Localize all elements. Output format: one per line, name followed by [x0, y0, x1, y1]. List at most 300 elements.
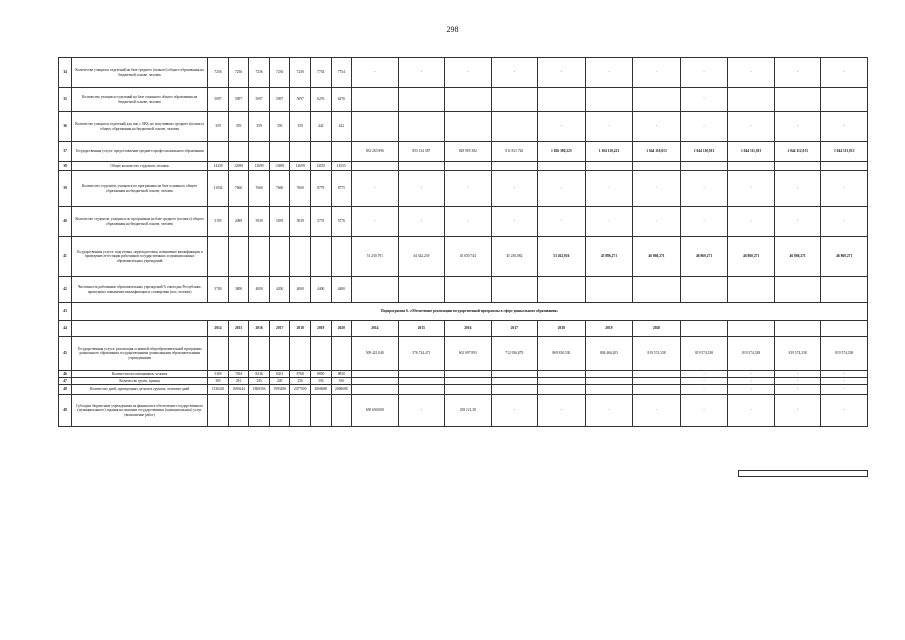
indicator-cell: 7660 — [269, 171, 290, 207]
row-description: Количество студентов, учащихся по программам на базе основного общего образования на бюджетной основе, человек — [71, 171, 207, 207]
money-cell: 46 860,271 — [821, 237, 868, 277]
row-number: 41 — [59, 237, 72, 277]
year-header: 2014 — [352, 321, 399, 337]
money-cell — [585, 162, 633, 171]
money-cell — [352, 112, 399, 142]
money-cell: - — [491, 58, 538, 88]
indicator-cell: 2089 — [228, 207, 249, 237]
money-cell — [585, 88, 633, 112]
indicator-cell — [290, 337, 311, 371]
money-cell — [491, 162, 538, 171]
row-number: 36 — [59, 112, 72, 142]
indicator-cell: 5039 — [269, 207, 290, 237]
money-cell: - — [728, 378, 775, 385]
money-cell — [491, 385, 538, 395]
indicator-cell: 359 — [290, 112, 311, 142]
row-description: Численность работников образовательных учреждений % ежегодно Республики, прошедших повышение квалификации и стажировки (кол. человек) — [71, 277, 207, 303]
indicator-cell: 3800 — [228, 277, 249, 303]
money-cell: 46 860,271 — [728, 237, 775, 277]
money-cell: 1 044 111,013 — [728, 142, 775, 162]
money-cell — [398, 88, 445, 112]
money-cell: 833 263 896 — [352, 142, 399, 162]
indicator-cell — [228, 395, 249, 427]
money-cell: - — [728, 207, 775, 237]
indicator-cell: 8768 — [290, 371, 311, 378]
indicator-cell: 13699 — [269, 162, 290, 171]
money-cell — [680, 162, 728, 171]
money-cell: 46 860,271 — [680, 237, 728, 277]
money-cell: - — [585, 171, 633, 207]
money-cell: - — [538, 171, 586, 207]
money-cell: - — [680, 171, 728, 207]
money-cell: - — [538, 207, 586, 237]
indicator-cell: 2068688 — [331, 385, 352, 395]
money-cell: 45 886,271 — [585, 237, 633, 277]
section-row — [59, 303, 868, 321]
indicator-cell — [290, 142, 311, 162]
money-cell — [491, 371, 538, 378]
row-number: 47 — [59, 378, 72, 385]
year-header: 2016 — [445, 321, 492, 337]
indicator-cell: 4400 — [331, 277, 352, 303]
indicator-cell: 1868356 — [249, 385, 270, 395]
money-cell — [728, 88, 775, 112]
money-cell: - — [398, 58, 445, 88]
indicator-cell: 4200 — [269, 277, 290, 303]
money-cell: 509 421,040 — [352, 337, 399, 371]
indicator-cell: 7754 — [310, 58, 331, 88]
money-cell — [633, 162, 681, 171]
indicator-cell: 5195 — [208, 207, 229, 237]
money-cell: - — [680, 207, 728, 237]
money-cell: 829 905 382 — [445, 142, 492, 162]
section-title: Подпрограмма 6. «Обеспечение реализации государственной программы в сфере дошкольного образования» — [71, 303, 867, 321]
money-cell — [398, 162, 445, 171]
indicator-cell: 7236 — [228, 58, 249, 88]
year-header: 2017 — [269, 321, 290, 337]
money-cell: - — [585, 58, 633, 88]
money-cell: 869 830,530 — [538, 337, 586, 371]
money-cell: - — [728, 112, 775, 142]
money-cell — [585, 378, 633, 385]
money-cell: - — [538, 58, 586, 88]
year-header: 2015 — [228, 321, 249, 337]
indicator-cell: 359 — [269, 112, 290, 142]
money-cell: - — [680, 378, 728, 385]
row-description: Государственная услуга: подготовка, переподготовка, повышение квалификации и проведение аттестации работников государственных и муниципальных образовательных учреждений — [71, 237, 207, 277]
money-cell: - — [633, 112, 681, 142]
year-header: 2015 — [398, 321, 445, 337]
money-cell: 1 026 380,225 — [538, 142, 586, 162]
money-cell — [774, 162, 821, 171]
money-cell — [585, 371, 633, 378]
money-cell: 819 574,338 — [728, 337, 775, 371]
money-cell — [398, 112, 445, 142]
money-cell: - — [585, 112, 633, 142]
indicator-cell: 281 — [228, 378, 249, 385]
money-cell: - — [821, 171, 868, 207]
year-header: 2020 — [331, 321, 352, 337]
indicator-cell — [208, 237, 229, 277]
money-cell: - — [821, 395, 868, 427]
money-cell: 44 342,239 — [398, 237, 445, 277]
table-row — [59, 207, 868, 237]
row-description: Количество групп, единиц — [71, 378, 207, 385]
money-cell — [538, 385, 586, 395]
money-cell: - — [821, 58, 868, 88]
indicator-cell: 13699 — [249, 162, 270, 171]
money-cell — [445, 162, 492, 171]
indicator-cell: 4000 — [249, 277, 270, 303]
money-cell: - — [491, 207, 538, 237]
indicator-cell: 8779 — [310, 171, 331, 207]
money-cell: 819 574,338 — [821, 337, 868, 371]
indicator-cell: 7236 — [269, 58, 290, 88]
row-description — [71, 321, 207, 337]
page-number: 298 — [446, 25, 459, 34]
indicator-cell: 442 — [331, 112, 352, 142]
money-cell: - — [538, 395, 586, 427]
row-number: 44 — [59, 321, 72, 337]
row-description: Количество учащихся отделений на базе среднего (полного) общего образования на бюджетной основе, человек — [71, 58, 207, 88]
indicator-cell: 7256 — [208, 58, 229, 88]
money-cell: - — [774, 58, 821, 88]
money-cell — [821, 277, 868, 303]
indicator-cell: 8850 — [331, 371, 352, 378]
money-cell: - — [445, 171, 492, 207]
row-number: 38 — [59, 162, 72, 171]
money-cell: 1 044 110,013 — [633, 142, 681, 162]
money-cell — [445, 88, 492, 112]
indicator-cell — [310, 395, 331, 427]
indicator-cell: 14555 — [331, 162, 352, 171]
indicator-cell: 5097 — [249, 88, 270, 112]
indicator-cell — [208, 395, 229, 427]
money-cell — [585, 385, 633, 395]
money-cell — [728, 162, 775, 171]
money-cell: 1 044 110,013 — [680, 142, 728, 162]
indicator-cell: 4400 — [310, 277, 331, 303]
row-description: Количество дней, проведенных детьми в группах, человеко-дней — [71, 385, 207, 395]
money-cell: - — [821, 112, 868, 142]
indicator-cell — [249, 142, 270, 162]
money-cell: - — [680, 112, 728, 142]
indicator-cell — [228, 337, 249, 371]
money-cell: - — [728, 58, 775, 88]
table-row — [59, 337, 868, 371]
money-cell: 650 600,000 — [352, 395, 399, 427]
money-cell: - — [821, 207, 868, 237]
money-cell — [633, 385, 681, 395]
indicator-cell: 5776 — [331, 207, 352, 237]
indicator-cell: 359 — [228, 112, 249, 142]
money-cell — [491, 112, 538, 142]
money-cell: - — [774, 207, 821, 237]
indicator-cell — [269, 142, 290, 162]
money-cell — [445, 385, 492, 395]
indicator-cell: 12699 — [228, 162, 249, 171]
indicator-cell — [208, 337, 229, 371]
row-description: Государственная услуга: предоставление среднего профессионального образования — [71, 142, 207, 162]
money-cell: - — [728, 171, 775, 207]
indicator-cell: 7660 — [228, 171, 249, 207]
money-cell — [538, 88, 586, 112]
row-number: 43 — [59, 303, 72, 321]
money-cell: - — [728, 371, 775, 378]
indicator-cell: 1693644 — [228, 385, 249, 395]
indicator-cell — [310, 237, 331, 277]
indicator-cell: 5097 — [208, 88, 229, 112]
indicator-cell: 356 — [310, 378, 331, 385]
indicator-cell: 7236 — [290, 58, 311, 88]
indicator-cell — [331, 142, 352, 162]
money-cell: - — [774, 378, 821, 385]
indicator-cell — [269, 337, 290, 371]
money-cell: - — [585, 207, 633, 237]
indicator-cell: 5097 — [269, 88, 290, 112]
row-number: 34 — [59, 58, 72, 88]
row-description: Количество студентов, учащихся по программам на базе среднего (полного) общего образования на бюджетной основе, человек — [71, 207, 207, 237]
money-cell: - — [633, 58, 681, 88]
money-cell: - — [728, 395, 775, 427]
table-row — [59, 385, 868, 395]
money-cell: - — [398, 171, 445, 207]
row-description: Количество учащихся отделений для лиц с ОВЗ, не получивших среднего (полного) общего образования на бюджетной основе, человек — [71, 112, 207, 142]
money-cell: - — [445, 58, 492, 88]
money-cell: - — [491, 171, 538, 207]
year-header: 2019 — [310, 321, 331, 337]
indicator-cell: 356 — [331, 378, 352, 385]
money-cell — [352, 162, 399, 171]
money-cell: - — [585, 395, 633, 427]
indicator-cell: 8431 — [269, 371, 290, 378]
indicator-cell — [310, 142, 331, 162]
money-cell: - — [680, 88, 728, 112]
money-cell — [633, 378, 681, 385]
money-cell: 601 097 893 — [445, 337, 492, 371]
money-cell — [774, 277, 821, 303]
money-cell: 1 104 110,413 — [585, 142, 633, 162]
table-row — [59, 58, 868, 88]
indicator-cell — [290, 395, 311, 427]
table-row — [59, 237, 868, 277]
table-row — [59, 162, 868, 171]
indicator-cell: 14439 — [208, 162, 229, 171]
table-row — [59, 88, 868, 112]
indicator-cell — [249, 337, 270, 371]
money-cell — [538, 378, 586, 385]
indicator-cell: 4000 — [290, 277, 311, 303]
money-cell — [491, 88, 538, 112]
indicator-cell: 345 — [249, 378, 270, 385]
money-cell — [398, 371, 445, 378]
indicator-cell — [290, 237, 311, 277]
money-cell: - — [633, 395, 681, 427]
money-cell — [445, 112, 492, 142]
money-cell — [352, 378, 399, 385]
indicator-cell: 1336345 — [208, 385, 229, 395]
indicator-cell — [331, 237, 352, 277]
indicator-cell: 14555 — [310, 162, 331, 171]
footer-box — [738, 470, 868, 477]
indicator-cell — [331, 337, 352, 371]
indicator-cell: 5097 — [228, 88, 249, 112]
indicator-cell: 8775 — [331, 171, 352, 207]
money-cell: - — [774, 112, 821, 142]
indicator-cell: 5039 — [249, 207, 270, 237]
money-cell: - — [821, 378, 868, 385]
money-cell: - — [352, 58, 399, 88]
money-cell: 258 121,38 — [445, 395, 492, 427]
row-description: Субсидии бюджетным учреждениям на финансовое обеспечение государственного (муниципального) задания на оказание государственных (муниципальных) услуг (выполнение работ) — [71, 395, 207, 427]
money-cell: 576 734,471 — [398, 337, 445, 371]
money-cell: - — [352, 207, 399, 237]
money-cell — [680, 321, 728, 337]
money-cell: 1 044 113,013 — [821, 142, 868, 162]
money-cell: 1 044 112,013 — [774, 142, 821, 162]
indicator-cell — [310, 337, 331, 371]
row-description: Количество воспитанников, человек — [71, 371, 207, 378]
indicator-cell: 442 — [310, 112, 331, 142]
money-cell: - — [821, 385, 868, 395]
row-number: 42 — [59, 277, 72, 303]
table-body — [59, 58, 868, 427]
indicator-cell: 7660 — [290, 171, 311, 207]
money-cell: - — [491, 395, 538, 427]
money-cell — [680, 277, 728, 303]
row-number: 49 — [59, 395, 72, 427]
indicator-cell — [269, 395, 290, 427]
money-cell: 46 860,271 — [774, 237, 821, 277]
money-cell: 51 230,791 — [352, 237, 399, 277]
money-cell — [491, 378, 538, 385]
money-cell: - — [445, 207, 492, 237]
table-row — [59, 395, 868, 427]
money-cell — [538, 371, 586, 378]
row-number: 48 — [59, 385, 72, 395]
money-cell: 811 831 726 — [491, 142, 538, 162]
indicator-cell — [228, 237, 249, 277]
money-cell — [728, 277, 775, 303]
indicator-cell: 359 — [249, 112, 270, 142]
indicator-cell — [208, 142, 229, 162]
table-row — [59, 378, 868, 385]
money-cell — [821, 88, 868, 112]
money-cell — [774, 321, 821, 337]
money-cell: - — [821, 371, 868, 378]
money-cell — [633, 277, 681, 303]
indicator-cell: 5776 — [310, 207, 331, 237]
indicator-cell: 2068688 — [310, 385, 331, 395]
money-cell: 45 650 744 — [445, 237, 492, 277]
indicator-cell — [249, 237, 270, 277]
year-header: 2016 — [249, 321, 270, 337]
money-cell — [821, 321, 868, 337]
money-cell: - — [398, 207, 445, 237]
money-cell — [538, 162, 586, 171]
money-cell: - — [680, 58, 728, 88]
money-cell: 853 134 387 — [398, 142, 445, 162]
year-header: 2014 — [208, 321, 229, 337]
money-cell: 712 926,879 — [491, 337, 538, 371]
data-table — [58, 57, 868, 427]
indicator-cell: 359 — [208, 112, 229, 142]
year-header: 2020 — [633, 321, 681, 337]
indicator-cell: 8236 — [249, 371, 270, 378]
money-cell — [445, 277, 492, 303]
indicator-cell: 5039 — [290, 207, 311, 237]
year-header: 2017 — [491, 321, 538, 337]
indicator-cell: 6276 — [331, 88, 352, 112]
money-cell: - — [633, 171, 681, 207]
row-description: Общее количество студентов, человек — [71, 162, 207, 171]
indicator-cell — [249, 395, 270, 427]
indicator-cell: 8850 — [310, 371, 331, 378]
money-cell — [774, 88, 821, 112]
money-cell: 819 574,338 — [680, 337, 728, 371]
table-row — [59, 277, 868, 303]
money-cell — [821, 162, 868, 171]
indicator-cell: 7754 — [331, 58, 352, 88]
indicator-cell: 305 — [208, 378, 229, 385]
row-number: 35 — [59, 88, 72, 112]
indicator-cell — [228, 142, 249, 162]
money-cell — [445, 378, 492, 385]
money-cell — [398, 378, 445, 385]
money-cell — [352, 385, 399, 395]
money-cell: 53 262,016 — [538, 237, 586, 277]
indicator-cell: 7494 — [228, 371, 249, 378]
money-cell — [585, 277, 633, 303]
money-cell — [398, 277, 445, 303]
indicator-cell: 7660 — [249, 171, 270, 207]
indicator-cell: 1993496 — [269, 385, 290, 395]
indicator-cell: 5097 — [290, 88, 311, 112]
money-cell — [538, 277, 586, 303]
row-number: 45 — [59, 337, 72, 371]
year-header: 2018 — [538, 321, 586, 337]
row-number: 40 — [59, 207, 72, 237]
table-row — [59, 112, 868, 142]
money-cell: 819 574,338 — [633, 337, 681, 371]
table-row — [59, 142, 868, 162]
indicator-cell: 11034 — [208, 171, 229, 207]
money-cell: - — [680, 385, 728, 395]
money-cell: - — [774, 385, 821, 395]
table-row — [59, 371, 868, 378]
year-header-row — [59, 321, 868, 337]
table-row — [59, 171, 868, 207]
indicator-cell — [269, 237, 290, 277]
money-cell: 819 574,338 — [774, 337, 821, 371]
money-cell: - — [633, 207, 681, 237]
indicator-cell: 12699 — [290, 162, 311, 171]
money-cell — [352, 277, 399, 303]
indicator-cell: 2077000 — [290, 385, 311, 395]
indicator-cell: 6276 — [310, 88, 331, 112]
money-cell: - — [728, 385, 775, 395]
money-cell: - — [680, 371, 728, 378]
money-cell — [445, 371, 492, 378]
row-description: Государственная услуга: реализация основной общеобразовательной программы дошкольного образования государственными дошкольными образовательными учреждениями — [71, 337, 207, 371]
row-description: Количество учащихся отделений на базе основного общего образования на бюджетной основе, человек — [71, 88, 207, 112]
indicator-cell: 7236 — [249, 58, 270, 88]
money-cell — [398, 385, 445, 395]
year-header: 2018 — [290, 321, 311, 337]
money-cell: - — [774, 171, 821, 207]
year-header: 2019 — [585, 321, 633, 337]
money-cell — [352, 371, 399, 378]
